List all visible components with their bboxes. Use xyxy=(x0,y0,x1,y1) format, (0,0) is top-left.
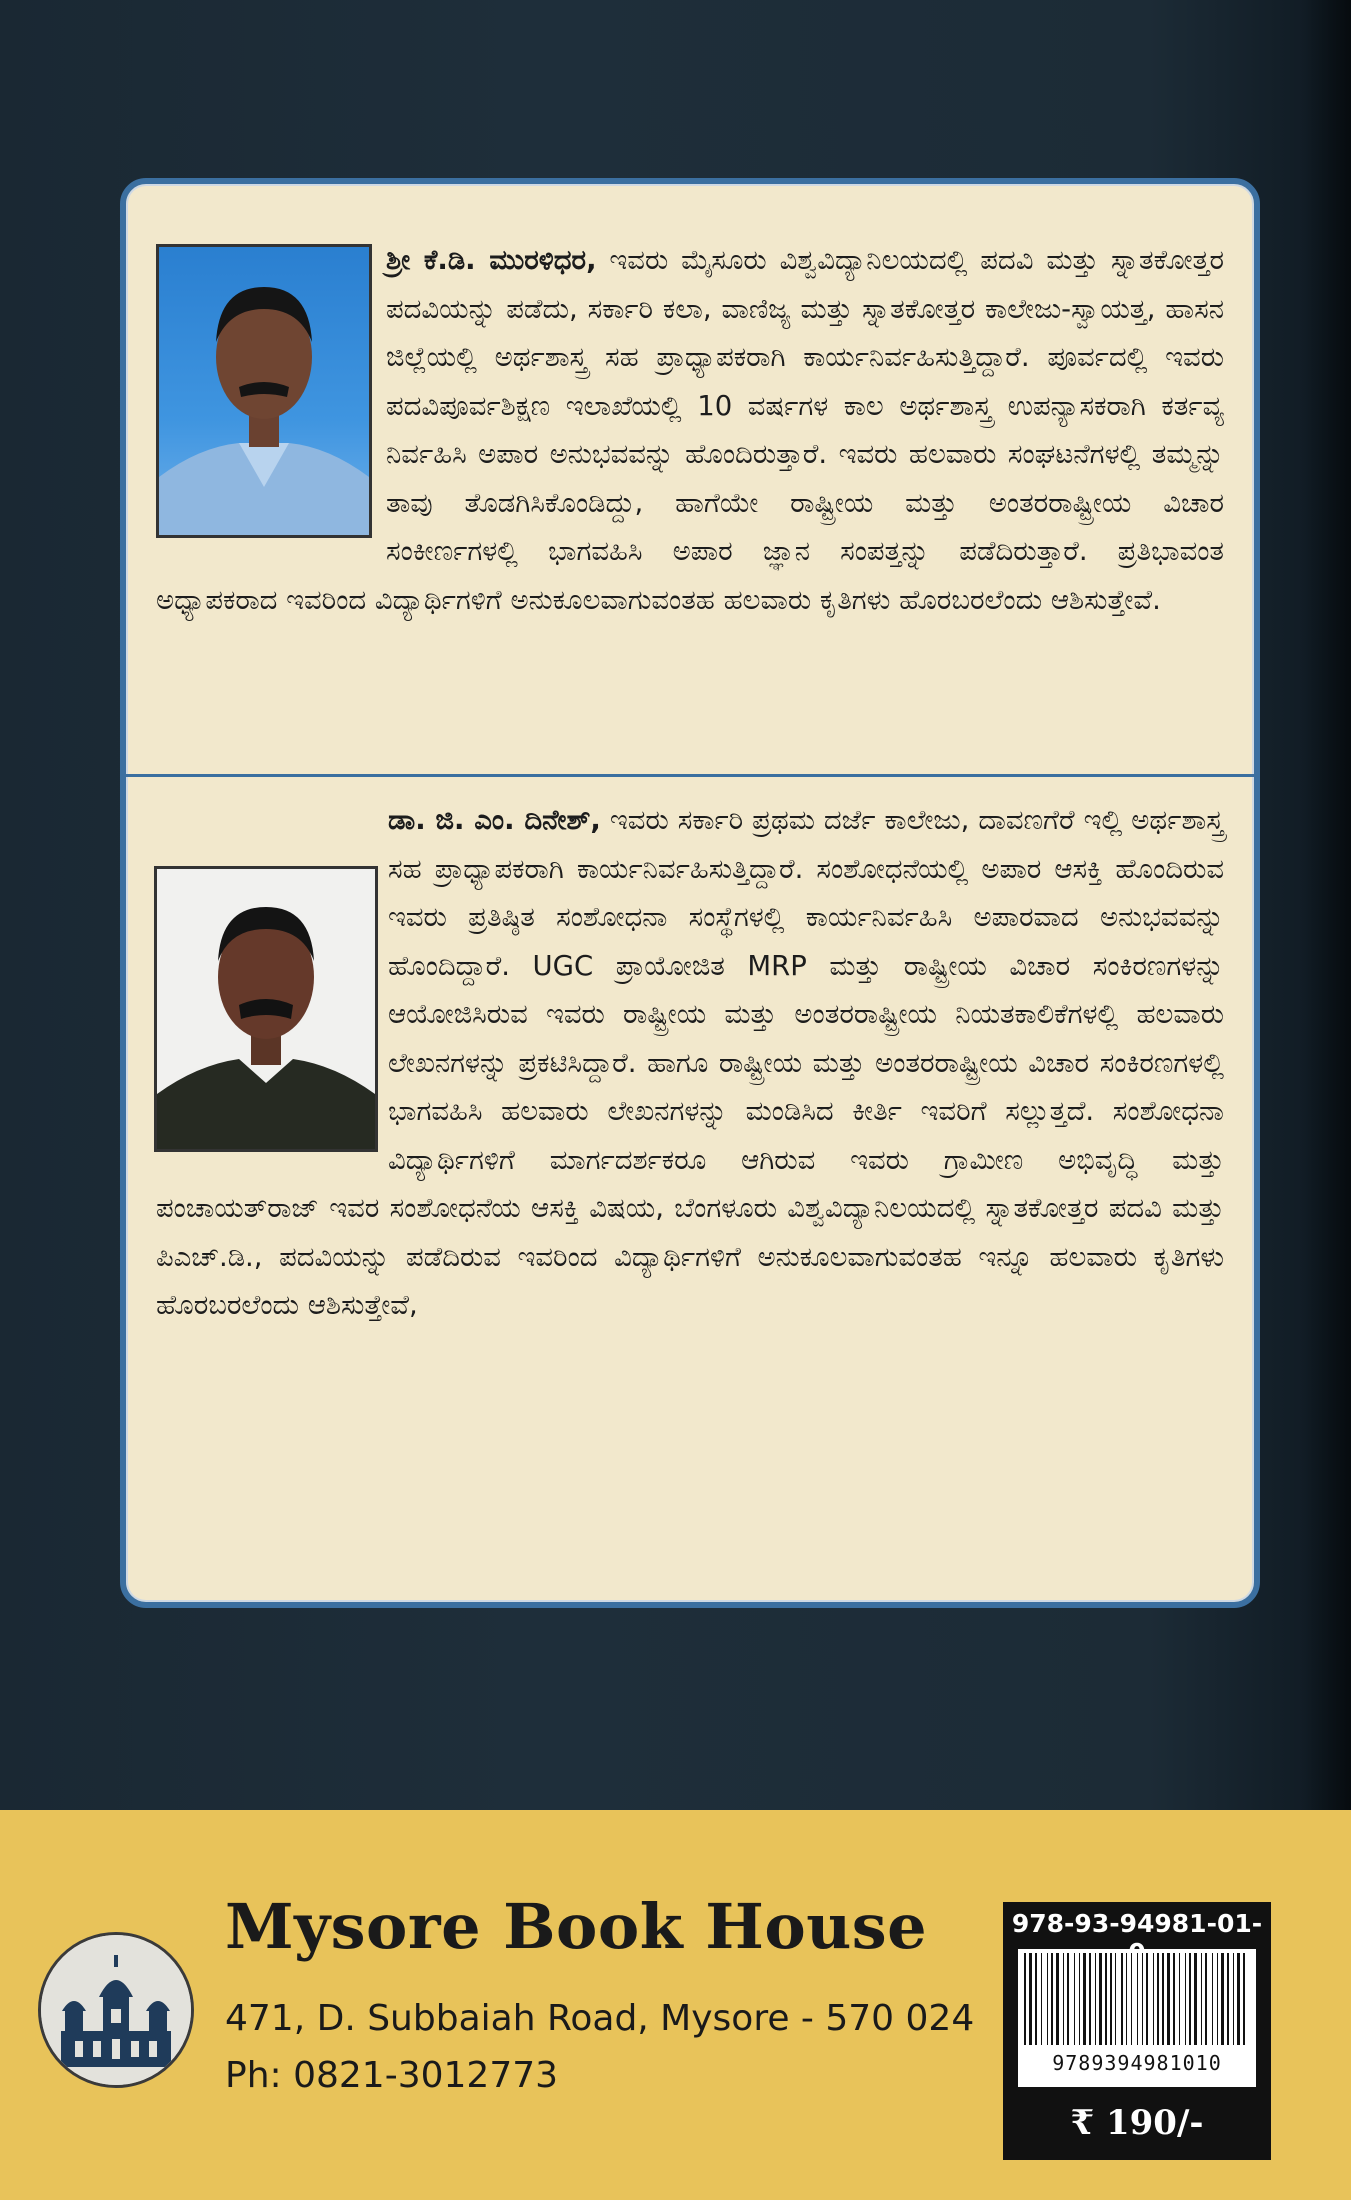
author1-paragraph xyxy=(156,236,1224,624)
palace-emblem-icon xyxy=(38,1932,194,2088)
publisher-name: Mysore Book House xyxy=(225,1890,928,1963)
author2-paragraph xyxy=(156,796,1224,1330)
panel-divider xyxy=(126,774,1254,777)
photo1-spacer xyxy=(156,236,386,542)
publisher-phone: Ph: 0821-3012773 xyxy=(225,2055,559,2096)
spine-shadow xyxy=(1303,0,1351,1810)
author2-section xyxy=(156,796,1224,1330)
barcode-digits: 9789394981010 xyxy=(1020,2051,1254,2075)
author1-section xyxy=(156,236,1224,624)
author2-name: ಡಾ. ಜಿ. ಎಂ. ದಿನೇಶ್, xyxy=(388,804,601,836)
price-label: ₹ 190/- xyxy=(1070,2103,1204,2143)
author1-bio: ಇವರು ಮೈಸೂರು ವಿಶ್ವವಿದ್ಯಾನಿಲಯದಲ್ಲಿ ಪದವಿ ಮತ್ತು ಸ್ನಾತಕೋತ್ತರ ಪದವಿಯನ್ನು ಪಡೆದು, ಸರ್ಕಾರಿ ಕಲಾ, ವಾಣಿಜ್ಯ ಮತ್ತು ಸ್ನಾತಕೋತ್ತರ ಕಾಲೇಜು-ಸ್ವಾಯತ್ತ, ಹಾಸನ ಜಿಲ್ಲೆಯಲ್ಲಿ ಅರ್ಥಶಾಸ್ತ್ರ ಸಹ ಪ್ರಾಧ್ಯಾಪಕರಾಗಿ ಕಾರ್ಯನಿರ್ವಹಿಸುತ್ತಿದ್ದಾರೆ. ಪೂರ್ವದಲ್ಲಿ ಇವರು ಪದವಿಪೂರ್ವಶಿಕ್ಷಣ ಇಲಾಖೆಯಲ್ಲಿ 10 ವರ್ಷಗಳ ಕಾಲ ಅರ್ಥಶಾಸ್ತ್ರ ಉಪನ್ಯಾಸಕರಾಗಿ ಕರ್ತವ್ಯ ನಿರ್ವಹಿಸಿ ಅಪಾರ ಅನುಭವವನ್ನು ಹೊಂದಿರುತ್ತಾರೆ. ಇವರು ಹಲವಾರು ಸಂಘಟನೆಗಳಲ್ಲಿ ತಮ್ಮನ್ನು ತಾವು ತೊಡಗಿಸಿಕೊಂಡಿದ್ದು, ಹಾಗೆಯೇ ರಾಷ್ಟ್ರೀಯ ಮತ್ತು ಅಂತರರಾಷ್ಟ್ರೀಯ ವಿಚಾರ ಸಂಕೀರ್ಣಗಳಲ್ಲಿ ಭಾಗವಹಿಸಿ ಅಪಾರ ಜ್ಞಾನ ಸಂಪತ್ತನ್ನು ಪಡೆದಿರುತ್ತಾರೆ. ಪ್ರತಿಭಾವಂತ ಅಧ್ಯಾಪಕರಾದ ಇವರಿಂದ ವಿದ್ಯಾರ್ಥಿಗಳಿಗೆ ಅನುಕೂಲವಾಗುವಂತಹ ಹಲವಾರು ಕೃತಿಗಳು ಹೊರಬರಲೆಂದು ಆಶಿಸುತ್ತೇವೆ. xyxy=(156,244,1225,616)
author1-name: ಶ್ರೀ ಕೆ.ಡಿ. ಮುರಳಿಧರ, xyxy=(386,244,597,276)
author2-bio: ಇವರು ಸರ್ಕಾರಿ ಪ್ರಥಮ ದರ್ಜೆ ಕಾಲೇಜು, ದಾವಣಗೆರೆ ಇಲ್ಲಿ ಅರ್ಥಶಾಸ್ತ್ರ ಸಹ ಪ್ರಾಧ್ಯಾಪಕರಾಗಿ ಕಾರ್ಯನಿರ್ವಹಿಸುತ್ತಿದ್ದಾರೆ. ಸಂಶೋಧನೆಯಲ್ಲಿ ಅಪಾರ ಆಸಕ್ತಿ ಹೊಂದಿರುವ ಇವರು ಪ್ರತಿಷ್ಠಿತ ಸಂಶೋಧನಾ ಸಂಸ್ಥೆಗಳಲ್ಲಿ ಕಾರ್ಯನಿರ್ವಹಿಸಿ ಅಪಾರವಾದ ಅನುಭವವನ್ನು ಹೊಂದಿದ್ದಾರೆ. UGC ಪ್ರಾಯೋಜಿತ MRP ಮತ್ತು ರಾಷ್ಟ್ರೀಯ ವಿಚಾರ ಸಂಕಿರಣಗಳನ್ನು ಆಯೋಜಿಸಿರುವ ಇವರು ರಾಷ್ಟ್ರೀಯ ಮತ್ತು ಅಂತರರಾಷ್ಟ್ರೀಯ ನಿಯತಕಾಲಿಕೆಗಳಲ್ಲಿ ಹಲವಾರು ಲೇಖನಗಳನ್ನು ಪ್ರಕಟಿಸಿದ್ದಾರೆ. ಹಾಗೂ ರಾಷ್ಟ್ರೀಯ ಮತ್ತು ಅಂತರರಾಷ್ಟ್ರೀಯ ವಿಚಾರ ಸಂಕಿರಣಗಳಲ್ಲಿ ಭಾಗವಹಿಸಿ ಹಲವಾರು ಲೇಖನಗಳನ್ನು ಮಂಡಿಸಿದ ಕೀರ್ತಿ ಇವರಿಗೆ ಸಲ್ಲುತ್ತದೆ. ಸಂಶೋಧನಾ ವಿದ್ಯಾರ್ಥಿಗಳಿಗೆ ಮಾರ್ಗದರ್ಶಕರೂ ಆಗಿರುವ ಇವರು ಗ್ರಾಮೀಣ ಅಭಿವೃದ್ಧಿ ಮತ್ತು ಪಂಚಾಯತ್‌ರಾಜ್ ಇವರ ಸಂಶೋಧನೆಯ ಆಸಕ್ತಿ ವಿಷಯ, ಬೆಂಗಳೂರು ವಿಶ್ವವಿದ್ಯಾನಿಲಯದಲ್ಲಿ ಸ್ನಾತಕೋತ್ತರ ಪದವಿ ಮತ್ತು ಪಿಎಚ್.ಡಿ., ಪದವಿಯನ್ನು ಪಡೆದಿರುವ ಇವರಿಂದ ವಿದ್ಯಾರ್ಥಿಗಳಿಗೆ ಅನುಕೂಲವಾಗುವಂತಹ ಇನ್ನೂ ಹಲವಾರು ಕೃತಿಗಳು ಹೊರಬರಲೆಂದು ಆಶಿಸುತ್ತೇವೆ, xyxy=(156,804,1225,1321)
publisher-address: 471, D. Subbaiah Road, Mysore - 570 024 xyxy=(225,1998,975,2039)
photo2-spacer xyxy=(156,796,388,1136)
publisher-band xyxy=(0,1810,1351,2200)
isbn-price-block xyxy=(1003,1902,1271,2160)
author-bio-panel xyxy=(120,178,1260,1608)
isbn-number: 978-93-94981-01- xyxy=(1011,1909,1263,1938)
